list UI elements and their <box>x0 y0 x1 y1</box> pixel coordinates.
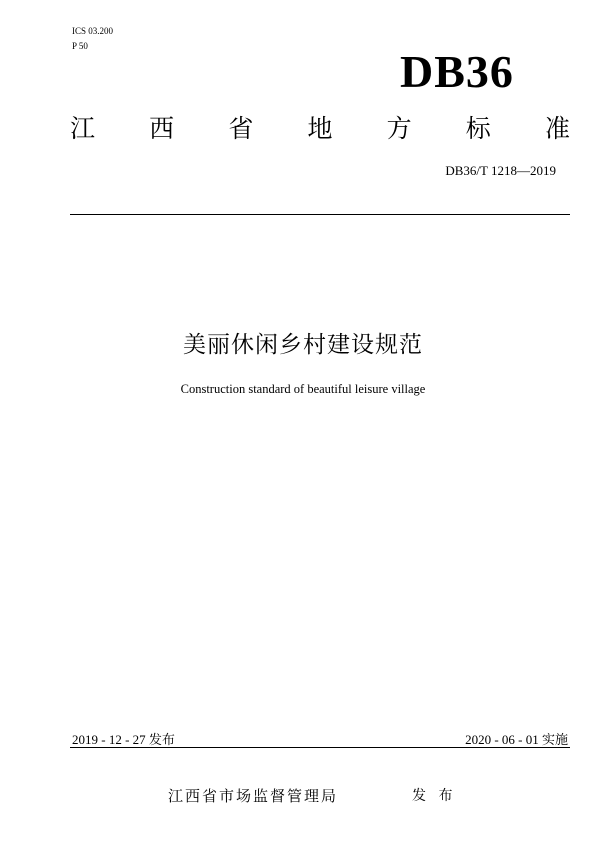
publisher: 江西省市场监督管理局 <box>168 787 339 805</box>
footer-divider <box>70 747 570 748</box>
ccs-code: P 50 <box>72 41 88 51</box>
standard-type-char: 省 <box>228 114 254 143</box>
implementation-date: 2020 - 06 - 01 实施 <box>465 732 568 747</box>
standard-type-char: 方 <box>386 114 412 143</box>
standard-type-char: 标 <box>465 114 491 143</box>
publish-label: 发 布 <box>412 788 457 804</box>
standard-type-char: 西 <box>149 114 175 143</box>
standard-type <box>70 112 570 146</box>
header-divider <box>70 214 570 215</box>
standard-type-char: 准 <box>544 114 570 143</box>
ics-code: ICS 03.200 <box>72 26 114 36</box>
document-title: 美丽休闲乡村建设规范 <box>183 332 423 358</box>
document-title-english: Construction standard of beautiful leisure village <box>180 382 426 396</box>
classification-codes <box>72 24 113 54</box>
issue-date: 2019 - 12 - 27 发布 <box>72 732 175 747</box>
standard-type-char: 地 <box>307 114 333 143</box>
standard-type-char: 江 <box>70 114 96 143</box>
standard-code: DB36 <box>400 46 514 97</box>
standard-number: DB36/T 1218—2019 <box>445 163 556 178</box>
